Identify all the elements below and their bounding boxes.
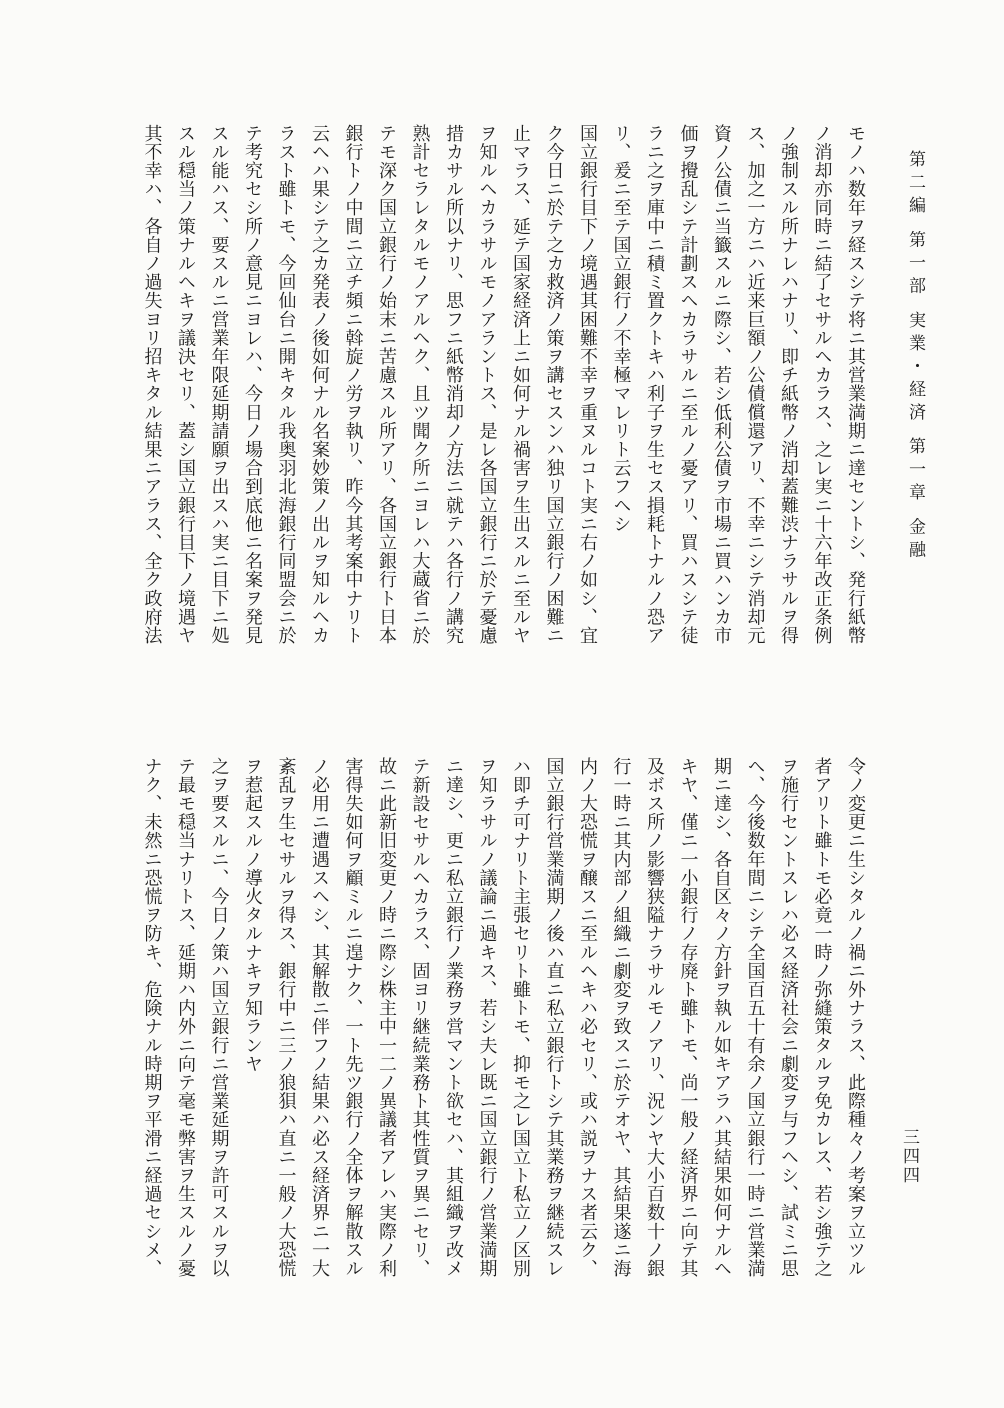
text-column: ス、加之一方ニハ近来巨額ノ公債償還アリ、不幸ニシテ消却元 bbox=[744, 124, 766, 645]
text-column: ヲ惹起スルノ導火タルナキヲ知ランヤ bbox=[242, 757, 263, 1074]
text-column: 害得失如何ヲ顧ミルニ遑ナク、一ト先ツ銀行ノ全体ヲ解散スル bbox=[342, 757, 364, 1278]
text-column: ニ達シ、更ニ私立銀行ノ業務ヲ営マント欲セハ、其組織ヲ改メ bbox=[443, 757, 464, 1278]
text-column: スル能ハス、要スルニ営業年限延期請願ヲ出スハ実ニ目下ニ処 bbox=[208, 124, 230, 645]
running-head: 第二編 第一部 実業・経済 第一章 金融 bbox=[905, 150, 925, 564]
text-column: ラスト雖トモ、今回仙台ニ開キタル我奥羽北海銀行同盟会ニ於 bbox=[275, 124, 297, 645]
text-column: 熟計セラレタルモノアルヘク、且ツ聞ク所ニヨレハ大蔵省ニ於 bbox=[409, 124, 431, 645]
text-column: 止マラス、延テ国家経済上ニ如何ナル禍害ヲ生出スルニ至ルヤ bbox=[510, 124, 531, 645]
text-column: ノ消却亦同時ニ結了セサルヘカラス、之レ実ニ十六年改正条例 bbox=[811, 124, 833, 645]
text-column: ノ強制スル所ナレハナリ、即チ紙幣ノ消却蓋難渋ナラサルヲ得 bbox=[778, 124, 799, 645]
text-column: リ、爰ニ至テ国立銀行ノ不幸極マレリト云フヘシ bbox=[610, 124, 632, 534]
text-column: 銀行トノ中間ニ立チ頻ニ斡旋ノ労ヲ執リ、昨今其考案中ナリト bbox=[342, 124, 364, 645]
text-column: 期ニ達シ、各自区々ノ方針ヲ執ル如キアラハ其結果如何ナルヘ bbox=[711, 757, 732, 1278]
upper-text-block bbox=[52, 124, 872, 679]
text-column: ク今日ニ於テ之カ救済ノ策ヲ講セスンハ独リ国立銀行ノ困難ニ bbox=[543, 124, 565, 645]
text-column: テ考究セシ所ノ意見ニヨレハ、今日ノ場合到底他ニ名案ヲ発見 bbox=[242, 124, 263, 645]
text-column: 内ノ大恐慌ヲ醸スニ至ルヘキハ必セリ、或ハ説ヲナス者云ク、 bbox=[577, 757, 598, 1278]
text-column: ヲ知ラサルノ議論ニ過キス、若シ夫レ既ニ国立銀行ノ営業満期 bbox=[476, 757, 498, 1278]
text-column: 云ヘハ果シテ之カ発表ノ後如何ナル名案妙策ノ出ルヲ知ルヘカ bbox=[309, 124, 330, 645]
text-column: ラニ之ヲ庫中ニ積ミ置クトキハ利子ヲ生セス損耗トナルノ恐ア bbox=[644, 124, 665, 645]
text-column: 紊乱ヲ生セサルヲ得ス、銀行中ニ三ノ狼狽ハ直ニ一般ノ大恐慌 bbox=[275, 757, 297, 1278]
text-column: 其不幸ハ、各自ノ過失ヨリ招キタル結果ニアラス、全ク政府法 bbox=[141, 124, 163, 645]
text-column: ヘ、今後数年間ニシテ全国百五十有余ノ国立銀行一時ニ営業満 bbox=[744, 757, 766, 1278]
text-column: テ最モ穏当ナリトス、延期ハ内外ニ向テ毫モ弊害ヲ生スルノ憂 bbox=[175, 757, 196, 1278]
text-column: ヲ知ルヘカラサルモノアラントス、是レ各国立銀行ニ於テ憂慮 bbox=[476, 124, 498, 645]
text-column: スル穏当ノ策ナルヘキヲ議決セリ、蓋シ国立銀行目下ノ境遇ヤ bbox=[175, 124, 196, 645]
text-column: 国立銀行目下ノ境遇其困難不幸ヲ重ヌルコト実ニ右ノ如シ、宜 bbox=[577, 124, 598, 645]
text-column: 令ノ変更ニ生シタルノ禍ニ外ナラス、此際種々ノ考案ヲ立ツル bbox=[845, 757, 866, 1278]
text-column: 者アリト雖トモ必竟一時ノ弥縫策タルヲ免カレス、若シ強テ之 bbox=[811, 757, 833, 1278]
text-column: 国立銀行営業満期ノ後ハ直ニ私立銀行トシテ其業務ヲ継続スレ bbox=[543, 757, 565, 1278]
text-column: ノ必用ニ遭遇スヘシ、其解散ニ伴フノ結果ハ必ス経済界ニ一大 bbox=[309, 757, 330, 1278]
text-column: ナク、未然ニ恐慌ヲ防キ、危険ナル時期ヲ平滑ニ経過セシメ、 bbox=[141, 757, 163, 1278]
text-column: ヲ施行セントスレハ必ス経済社会ニ劇変ヲ与フヘシ、試ミニ思 bbox=[778, 757, 799, 1278]
text-column: 行一時ニ其内部ノ組織ニ劇変ヲ致スニ於テオヤ、其結果遂ニ海 bbox=[610, 757, 632, 1278]
text-column: 価ヲ攪乱シテ計劃スヘカラサルニ至ルノ憂アリ、買ハスシテ徒 bbox=[677, 124, 699, 645]
text-column: テ新設セサルヘカラス、固ヨリ継続業務ト其性質ヲ異ニセリ、 bbox=[409, 757, 431, 1278]
text-column: ハ即チ可ナリト主張セリト雖トモ、抑モ之レ国立ト私立ノ区別 bbox=[510, 757, 531, 1278]
page-number: 三四四 bbox=[899, 1128, 919, 1185]
text-column: キヤ、僅ニ一小銀行ノ存廃ト雖トモ、尚一般ノ経済界ニ向テ其 bbox=[677, 757, 699, 1278]
lower-text-block bbox=[52, 757, 872, 1332]
text-column: 及ボス所ノ影響狭隘ナラサルモノアリ、況ンヤ大小百数十ノ銀 bbox=[644, 757, 665, 1278]
text-column: 之ヲ要スルニ、今日ノ策ハ国立銀行ニ営業延期ヲ許可スルヲ以 bbox=[208, 757, 230, 1278]
text-column: 資ノ公債ニ当籤スルニ際シ、若シ低利公債ヲ市場ニ買ハンカ市 bbox=[711, 124, 732, 645]
text-column: モノハ数年ヲ経スシテ将ニ其営業満期ニ達セントシ、発行紙幣 bbox=[845, 124, 866, 645]
text-column: 故ニ此新旧変更ノ時ニ際シ株主中一二ノ異議者アレハ実際ノ利 bbox=[376, 757, 397, 1278]
text-column: 措カサル所以ナリ、思フニ紙幣消却ノ方法ニ就テハ各行ノ講究 bbox=[443, 124, 464, 645]
text-column: テモ深ク国立銀行ノ始末ニ苦慮スル所アリ、各国立銀行ト日本 bbox=[376, 124, 397, 645]
